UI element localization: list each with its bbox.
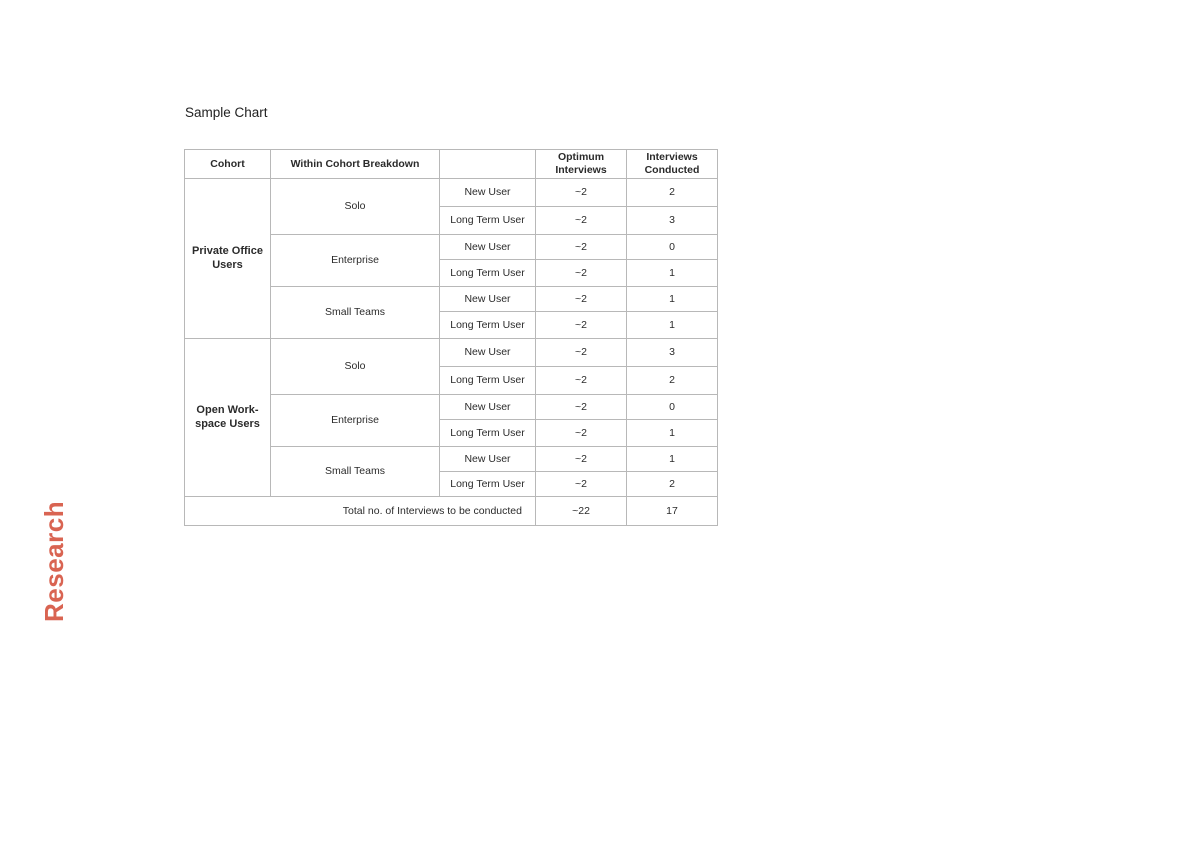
header-user-type [440, 150, 536, 179]
user-type-cell: Long Term User [440, 312, 536, 339]
group-cell: Enterprise [271, 395, 440, 447]
user-type-cell: Long Term User [440, 260, 536, 287]
optimum-cell: ~2 [536, 312, 627, 339]
total-row [185, 497, 718, 526]
total-optimum: ~22 [536, 497, 627, 526]
conducted-cell: 2 [627, 179, 718, 207]
user-type-cell: Long Term User [440, 420, 536, 447]
header-breakdown: Within Cohort Breakdown [271, 150, 440, 179]
conducted-cell: 2 [627, 367, 718, 395]
header-conducted: Interviews Conducted [627, 150, 718, 179]
conducted-cell: 3 [627, 207, 718, 235]
conducted-cell: 3 [627, 339, 718, 367]
header-cohort: Cohort [185, 150, 271, 179]
user-type-cell: Long Term User [440, 367, 536, 395]
table-body [185, 179, 718, 526]
conducted-cell: 1 [627, 420, 718, 447]
user-type-cell: New User [440, 447, 536, 472]
header-row [185, 150, 718, 179]
group-cell: Small Teams [271, 287, 440, 339]
interview-table [184, 149, 718, 526]
user-type-cell: New User [440, 235, 536, 260]
optimum-cell: ~2 [536, 420, 627, 447]
optimum-cell: ~2 [536, 260, 627, 287]
optimum-cell: ~2 [536, 339, 627, 367]
user-type-cell: Long Term User [440, 472, 536, 497]
optimum-cell: ~2 [536, 395, 627, 420]
optimum-cell: ~2 [536, 472, 627, 497]
optimum-cell: ~2 [536, 235, 627, 260]
user-type-cell: New User [440, 287, 536, 312]
header-optimum: Optimum Interviews [536, 150, 627, 179]
conducted-cell: 0 [627, 395, 718, 420]
section-label: Research [39, 500, 69, 622]
conducted-cell: 2 [627, 472, 718, 497]
optimum-cell: ~2 [536, 207, 627, 235]
user-type-cell: New User [440, 339, 536, 367]
user-type-cell: New User [440, 395, 536, 420]
optimum-cell: ~2 [536, 287, 627, 312]
group-cell: Solo [271, 339, 440, 395]
cohort-cell: Private Office Users [185, 179, 271, 339]
conducted-cell: 0 [627, 235, 718, 260]
cohort-cell: Open Work-space Users [185, 339, 271, 497]
chart-title: Sample Chart [185, 105, 268, 120]
conducted-cell: 1 [627, 312, 718, 339]
table-row [185, 339, 718, 367]
conducted-cell: 1 [627, 260, 718, 287]
group-cell: Solo [271, 179, 440, 235]
group-cell: Enterprise [271, 235, 440, 287]
optimum-cell: ~2 [536, 179, 627, 207]
optimum-cell: ~2 [536, 447, 627, 472]
optimum-cell: ~2 [536, 367, 627, 395]
group-cell: Small Teams [271, 447, 440, 497]
user-type-cell: Long Term User [440, 207, 536, 235]
total-conducted: 17 [627, 497, 718, 526]
user-type-cell: New User [440, 179, 536, 207]
total-label: Total no. of Interviews to be conducted [185, 497, 536, 526]
table-row [185, 179, 718, 207]
conducted-cell: 1 [627, 447, 718, 472]
conducted-cell: 1 [627, 287, 718, 312]
